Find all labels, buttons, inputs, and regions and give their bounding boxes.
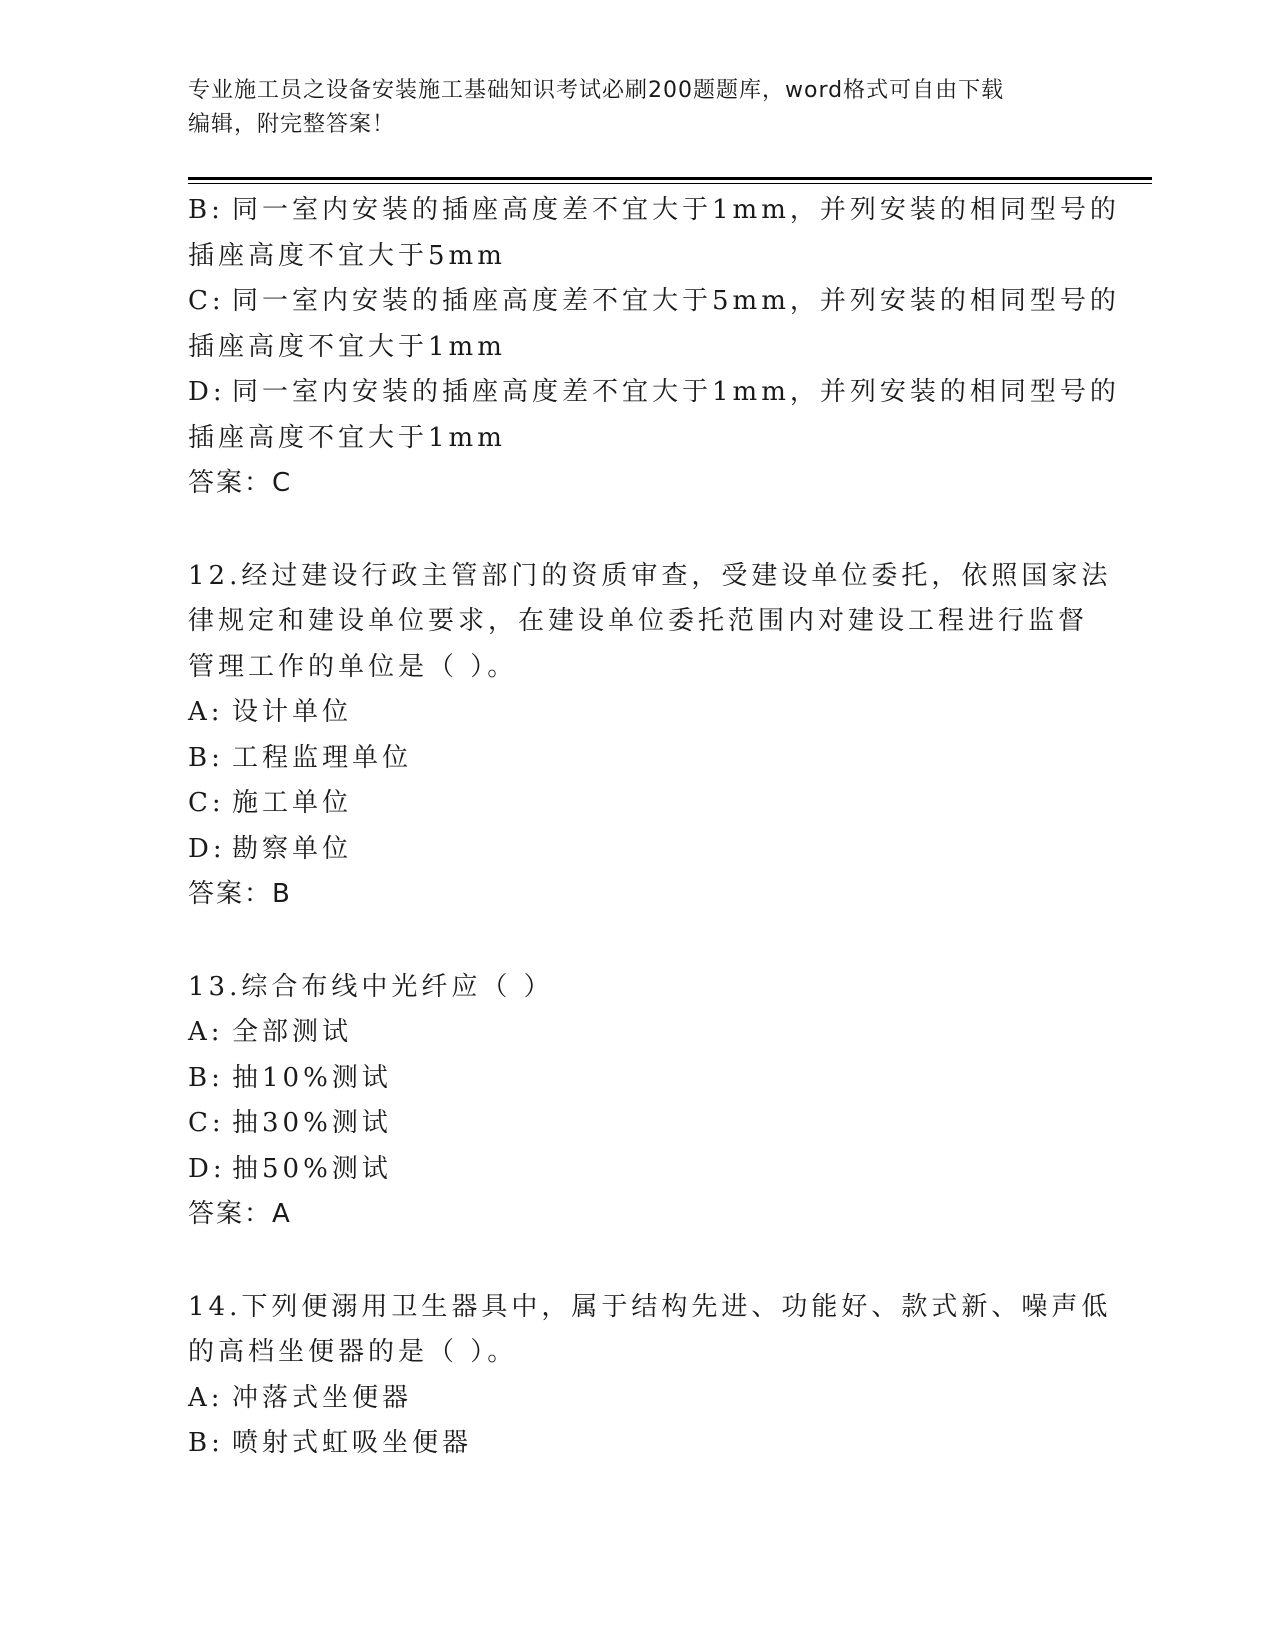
option-b xyxy=(188,736,1088,782)
option-a xyxy=(188,1376,1088,1422)
option-text: 同一室内安装的插座高度差不宜大于1mm，并列安装的相同型号的 xyxy=(232,195,1120,225)
option-a xyxy=(188,1010,1088,1056)
option-text-continued: 插座高度不宜大于1mm xyxy=(188,422,506,453)
spacer xyxy=(188,1238,1088,1285)
option-text: 同一室内安装的插座高度差不宜大于1mm，并列安装的相同型号的 xyxy=(232,377,1120,407)
option-text: 喷射式虹吸坐便器 xyxy=(232,1428,473,1458)
answer: 答案：C xyxy=(188,468,293,498)
option-b xyxy=(188,1056,1088,1102)
question-13 xyxy=(188,965,1088,1238)
question-stem: 12.经过建设行政主管部门的资质审查，受建设单位委托，依照国家法 xyxy=(188,560,1112,591)
option-letter: A: xyxy=(188,1017,224,1047)
option-letter: B: xyxy=(188,742,224,773)
option-b xyxy=(188,1421,1088,1467)
option-text: 同一室内安装的插座高度差不宜大于5mm，并列安装的相同型号的 xyxy=(232,286,1120,316)
option-letter: B: xyxy=(188,195,224,225)
spacer xyxy=(188,507,1088,554)
option-text: 工程监理单位 xyxy=(232,742,413,773)
option-text: 抽50%测试 xyxy=(232,1153,392,1184)
option-letter: B: xyxy=(188,1428,224,1458)
option-text: 抽30%测试 xyxy=(232,1108,392,1138)
option-letter: D: xyxy=(188,1153,226,1184)
option-d xyxy=(188,370,1120,416)
option-text: 全部测试 xyxy=(232,1017,353,1047)
option-text: 施工单位 xyxy=(232,788,353,818)
answer: 答案：A xyxy=(188,1199,292,1229)
option-letter: B: xyxy=(188,1062,224,1093)
question-14 xyxy=(188,1285,1112,1467)
answer: 答案：B xyxy=(188,879,292,909)
option-text-continued: 插座高度不宜大于1mm xyxy=(188,331,506,362)
header-divider-thick xyxy=(188,177,1152,180)
option-text: 冲落式坐便器 xyxy=(232,1382,413,1413)
option-c xyxy=(188,279,1120,325)
option-letter: C: xyxy=(188,1108,225,1138)
question-stem: 管理工作的单位是（ ）。 xyxy=(188,651,518,682)
question-stem: 的高档坐便器的是（ ）。 xyxy=(188,1337,518,1367)
option-text: 抽10%测试 xyxy=(232,1062,392,1093)
option-letter: A: xyxy=(188,697,224,727)
question-12 xyxy=(188,554,1112,918)
option-text-continued: 插座高度不宜大于5mm xyxy=(188,240,506,271)
option-d xyxy=(188,1147,1088,1193)
option-letter: D: xyxy=(188,833,226,864)
option-letter: C: xyxy=(188,286,225,316)
question-stem: 14.下列便溺用卫生器具中，属于结构先进、功能好、款式新、噪声低 xyxy=(188,1291,1112,1322)
option-c xyxy=(188,1101,1088,1147)
option-letter: C: xyxy=(188,788,225,818)
option-d xyxy=(188,827,1088,873)
question-list xyxy=(188,188,1120,1467)
option-text: 勘察单位 xyxy=(232,833,353,864)
option-c xyxy=(188,781,1088,827)
header-divider-thin xyxy=(188,183,1152,184)
spacer xyxy=(188,918,1088,965)
option-a xyxy=(188,690,1088,736)
option-text: 设计单位 xyxy=(232,697,353,727)
question-stem: 律规定和建设单位要求，在建设单位委托范围内对建设工程进行监督 xyxy=(188,606,1089,636)
option-b xyxy=(188,188,1120,234)
question-stem: 13.综合布线中光纤应（ ） xyxy=(188,971,554,1002)
header-title-line-1: 专业施工员之设备安装施工基础知识考试必刷200题题库，word格式可自由下载 xyxy=(188,78,1005,103)
header-title-line-2: 编辑，附完整答案！ xyxy=(188,112,396,137)
question-11 xyxy=(188,188,1120,507)
document-header xyxy=(188,74,1088,142)
option-letter: D: xyxy=(188,377,226,407)
option-letter: A: xyxy=(188,1382,224,1413)
